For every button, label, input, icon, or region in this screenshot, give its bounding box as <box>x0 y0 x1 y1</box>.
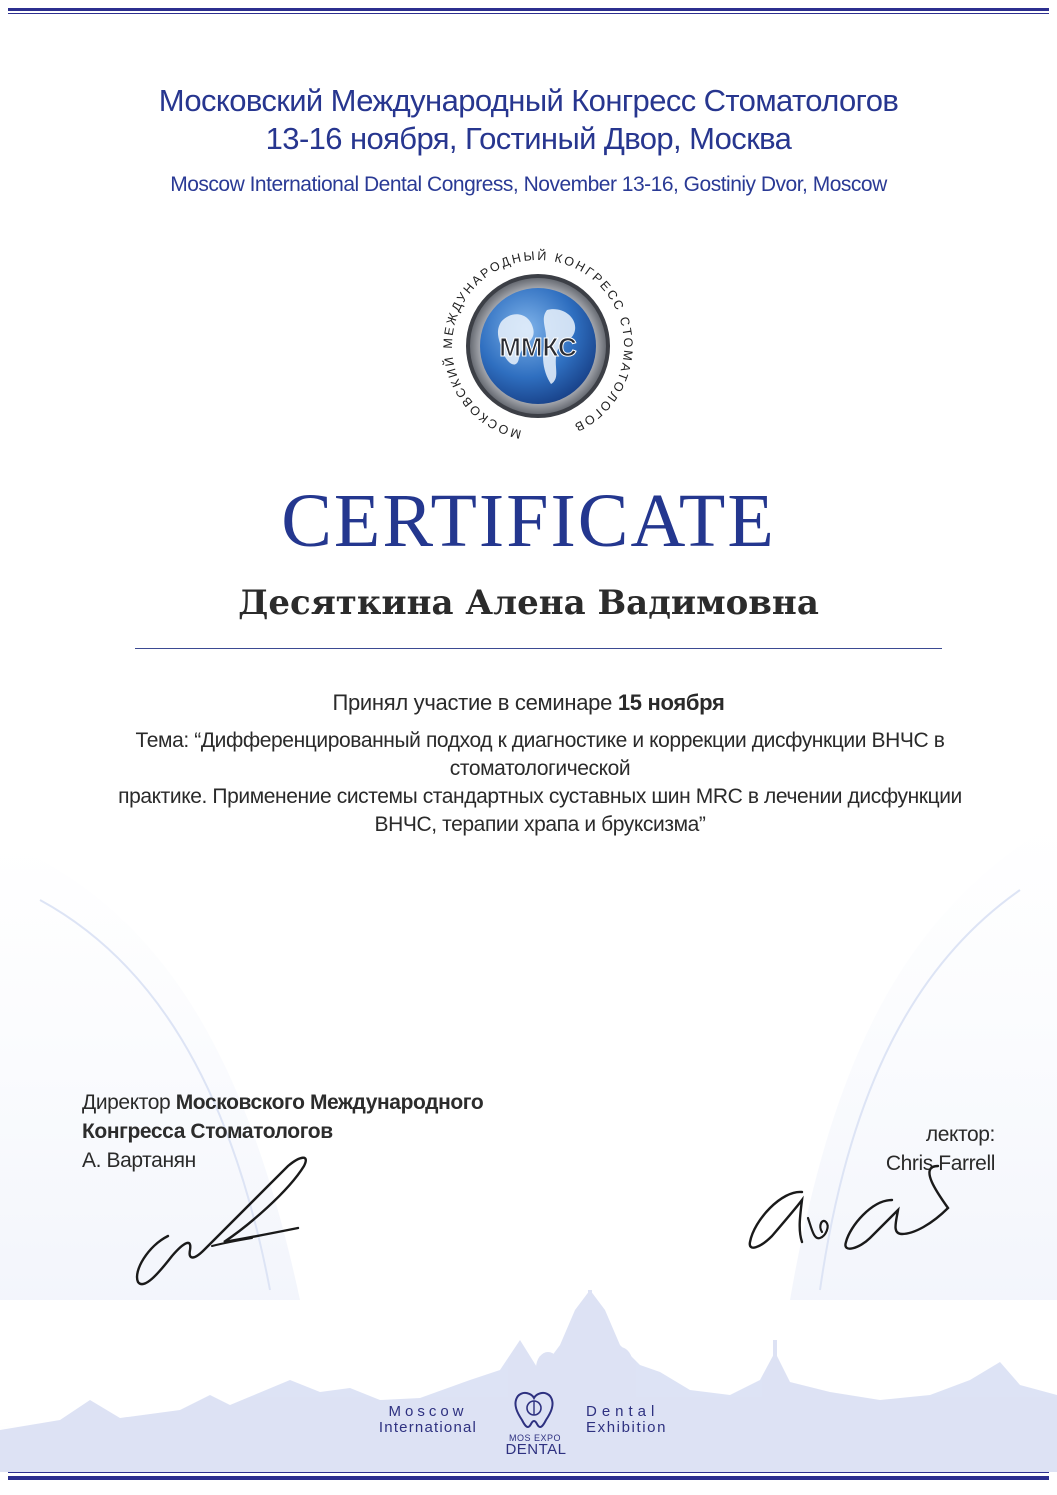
name-underline <box>135 648 942 649</box>
congress-title-en: Moscow International Dental Congress, November 13-16, Gostiniy Dvor, Moscow <box>170 173 887 196</box>
director-handwritten-signature <box>128 1146 318 1292</box>
director-name: А. Вартанян <box>82 1149 196 1172</box>
congress-emblem <box>411 232 665 462</box>
expo-brand: DENTAL <box>505 1441 567 1458</box>
expo-international: International <box>378 1419 478 1436</box>
emblem-ring-text: МОСКОВСКИЙ МЕЖДУНАРОДНЫЙ КОНГРЕСС СТОМАТОЛОГОВ <box>440 248 636 442</box>
topic-line-2: практике. Применение системы стандартных суставных шин MRC в лечении дисфункции <box>118 785 962 808</box>
recipient-name: Десяткина Алена Вадимовна <box>238 583 819 623</box>
expo-exhibition: Exhibition <box>586 1419 668 1436</box>
expo-left-text <box>368 1403 488 1436</box>
director-org-line-2: Конгресса Стоматологов <box>82 1120 333 1143</box>
participation-text: Принял участие в семинаре <box>332 690 613 715</box>
tooth-logo-icon <box>510 1390 558 1432</box>
certificate-title: CERTIFICATE <box>281 479 776 563</box>
expo-dental: Dental <box>586 1403 660 1420</box>
lecturer-role: лектор: <box>925 1123 995 1146</box>
bottom-border <box>8 1472 1049 1480</box>
director-role: Директор <box>82 1091 171 1114</box>
congress-title-ru: Московский Международный Конгресс Стоматологов <box>158 83 899 118</box>
expo-brand-small: MOS EXPO <box>508 1433 561 1443</box>
director-org-line-1: Московского Международного <box>175 1091 484 1114</box>
topic-line-1: Тема: “Дифференцированный подход к диагностике и коррекции дисфункции ВНЧС в стоматологической <box>135 729 945 780</box>
participation-line <box>0 690 1057 716</box>
emblem-abbr: ММКС <box>499 332 577 362</box>
lecturer-handwritten-signature <box>742 1160 952 1256</box>
seminar-date: 15 ноября <box>617 690 725 715</box>
seminar-topic <box>50 727 1030 839</box>
expo-moscow: Moscow <box>388 1403 468 1420</box>
lecturer-name: Chris Farrell <box>885 1152 995 1175</box>
expo-right-text <box>586 1403 708 1436</box>
topic-line-3: ВНЧС, терапии храпа и бруксизма” <box>374 813 706 836</box>
congress-dates-ru: 13-16 ноября, Гостиный Двор, Москва <box>265 121 792 156</box>
top-border <box>8 8 1049 14</box>
